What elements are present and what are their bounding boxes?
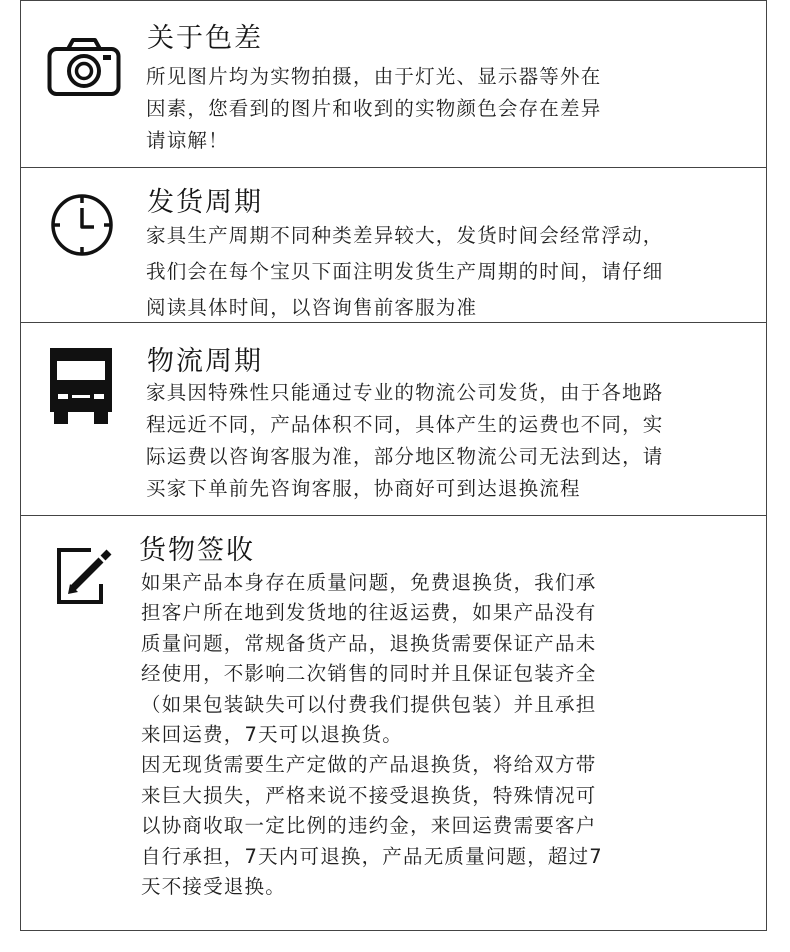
body-line: 程远近不同，产品体积不同，具体产生的运费也不同，实 — [146, 413, 664, 436]
body-line: 我们会在每个宝贝下面注明发货生产周期的时间，请仔细 — [146, 260, 664, 283]
logistics-period-section — [20, 322, 767, 516]
body-line: 担客户所在地到发货地的往返运费，如果产品没有 — [141, 601, 597, 625]
section-title: 货物签收 — [139, 535, 255, 566]
color-difference-section — [20, 0, 767, 168]
body-line: 如果产品本身存在质量问题，免费退换货，我们承 — [141, 571, 597, 594]
body-line: 家具生产周期不同种类差异较大，发货时间会经常浮动， — [146, 224, 664, 247]
document-edit-icon — [53, 548, 121, 604]
body-line: 因无现货需要生产定做的产品退换货，将给双方带 — [141, 753, 597, 777]
section-body — [146, 218, 664, 326]
body-line: 所见图片均为实物拍摄，由于灯光、显示器等外在 — [146, 65, 602, 88]
camera-icon — [47, 37, 121, 97]
body-line: 买家下单前先咨询客服，协商好可到达退换流程 — [146, 477, 581, 500]
body-line: 天不接受退换。 — [141, 875, 286, 899]
section-body — [141, 568, 603, 902]
body-line: 请谅解！ — [146, 129, 229, 152]
body-line: 来巨大损失，严格来说不接受退换货，特殊情况可 — [141, 783, 597, 807]
section-title: 关于色差 — [147, 23, 263, 54]
body-line: 际运费以咨询客服为准，部分地区物流公司无法到达，请 — [146, 445, 664, 468]
truck-icon — [48, 348, 114, 424]
body-line: 来回运费，7天可以退换货。 — [141, 723, 404, 747]
body-line: 阅读具体时间，以咨询售前客服为准 — [146, 296, 478, 319]
body-line: 自行承担，7天内可退换，产品无质量问题，超过7 — [141, 844, 603, 868]
body-line: 因素，您看到的图片和收到的实物颜色会存在差异 — [146, 97, 602, 120]
section-body — [146, 377, 664, 505]
section-title: 物流周期 — [147, 346, 263, 377]
body-line: （如果包装缺失可以付费我们提供包装）并且承担 — [141, 692, 597, 716]
section-body — [146, 61, 601, 157]
goods-receipt-section — [20, 515, 767, 931]
body-line: 质量问题，常规备货产品，退换货需要保证产品未 — [141, 631, 597, 655]
body-line: 家具因特殊性只能通过专业的物流公司发货，由于各地路 — [146, 381, 664, 404]
body-line: 经使用，不影响二次销售的同时并且保证包装齐全 — [141, 662, 597, 686]
section-title: 发货周期 — [147, 187, 263, 218]
delivery-period-section — [20, 167, 767, 323]
body-line: 以协商收取一定比例的违约金，来回运费需要客户 — [141, 814, 597, 838]
clock-icon — [49, 192, 115, 258]
